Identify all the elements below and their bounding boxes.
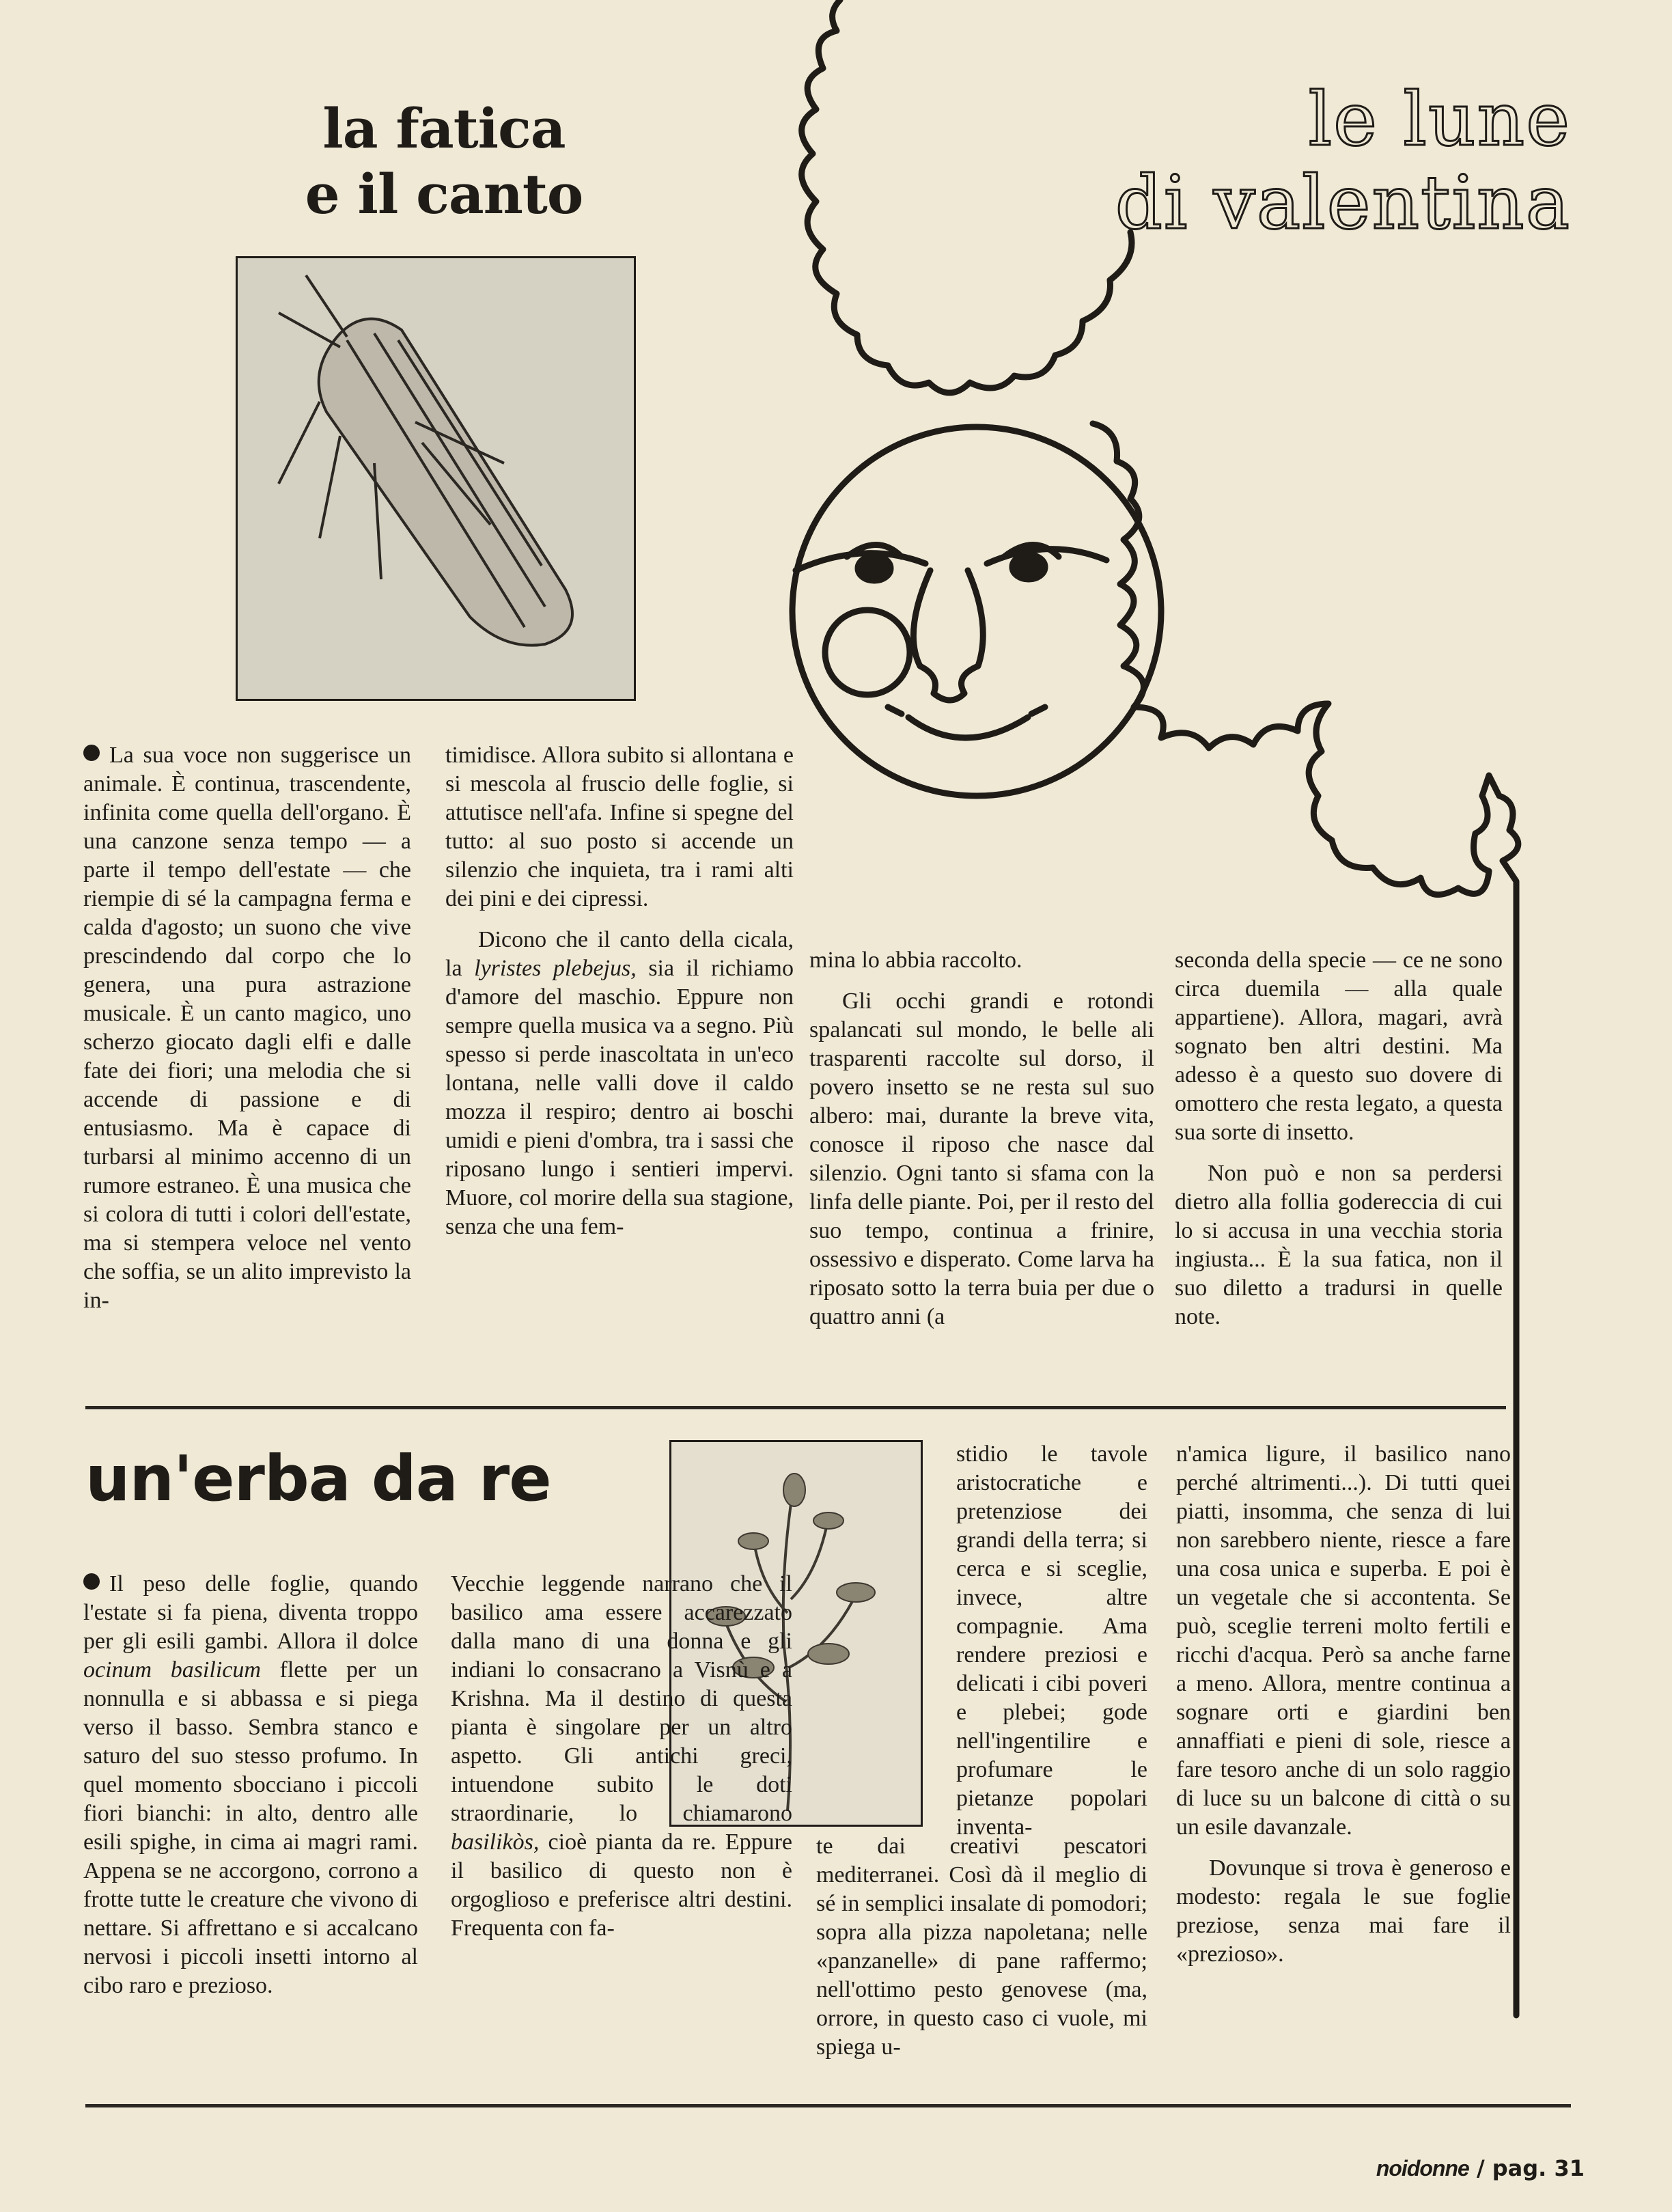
bullet-icon: [83, 745, 100, 761]
cicada-icon: [238, 258, 634, 699]
article1-title: [266, 96, 622, 227]
page-number: pag. 31: [1492, 2155, 1585, 2181]
magazine-name: noidonne: [1376, 2156, 1469, 2181]
column-header: [1079, 79, 1571, 245]
article2-col4-p1: n'amica ligure, il basilico nano perché altrimenti...). Di tutti quei piatti, insomma, che senza di lui non sarebbero niente, riesce a fare una cosa unica e superba. E poi è un vegetale che si accontenta. Se può, sceglie terreni molto fertili e ricchi d'acqua. Però sa anche farne a meno. Allora, mentre continua a sognare orti e giardini ben annaffiati e pieni di sole, riesce a fare tesoro anche di un solo raggio di luce su un balcone di città o su un esile davanzale.: [1176, 1441, 1511, 1840]
page-footer: [1339, 2155, 1585, 2181]
column-header-line1: le lune: [1308, 77, 1571, 163]
article1-col1-paragraph: La sua voce non suggerisce un animale. È continua, trascendente, infinita come quella dell'organo. È una canzone senza tempo — a parte il tempo dell'estate — che riempie di sé la campagna ferma e calda d'agosto; un suono che vive prescindendo dal corpo che lo genera, una pura astrazione musicale. È un canto magico, uno scherzo giocato dagli elfi e dalle fate dei fiori; una melodia che si accende di passione e di entusiasmo. Ma è capace di turbarsi al minimo accenno di un rumore estraneo. È una musica che si colora di tutti i colori dell'estate, ma si stempera veloce nel vento che soffia, se un alito imprevisto la in-: [83, 743, 411, 1313]
article2-column-1: [83, 1570, 418, 2013]
article2-col2-paragraph: Vecchie leggende narrano che il basilico ama essere accarezzato dalla mano di una donna e gli indiani lo consacrano a Visnù e a Krishna. Ma il destino di questa pianta è singolare per un altro aspetto. Gli antichi greci, intuendone subito le doti straordinarie, lo chiamarono basilikòs, cioè pianta da re. Eppure il basilico di questo non è orgoglioso e preferisce altri destini. Frequenta con fa-: [451, 1571, 792, 1941]
article2-col3-bottom: te dai creativi pescatori mediterranei. Così dà il meglio di sé in semplici insalate di pomodori; sopra alla pizza napoletana; nelle «panzanelle» di pane raffermo; nell'ottimo pesto genovese (ma, orrore, in questo caso ci vuole, mi spiega u-: [816, 1834, 1147, 2060]
footer-separator: /: [1476, 2155, 1485, 2181]
bullet-icon: [83, 1573, 100, 1590]
article1-column-3: [809, 946, 1154, 1344]
article1-col2-p1: timidisce. Allora subito si allontana e si mescola al fruscio delle foglie, si attutisce nell'afa. Infine si spegne del tutto: al suo posto si accende un silenzio che inquieta, tra i rami alti dei pini e dei cipressi.: [445, 743, 794, 911]
article2-col1-paragraph: Il peso delle foglie, quando l'estate si fa piena, diventa troppo per gli esili gambi. Allora il dolce ocinum basilicum flette per un nonnulla e si abbassa e si piega verso il basso. Sembra stanco e saturo del suo stesso profumo. In quel momento sbocciano i piccoli fiori bianchi: in alto, dentro alle esili spighe, in cima ai magri rami. Appena se ne accorgono, corrono a frotte tutte le creature che vivono di nettare. Si affrettano e si accalcano nervosi i piccoli insetti intorno al cibo raro e prezioso.: [83, 1571, 418, 1998]
article1-col2-p2: Dicono che il canto della cicala, la lyristes plebejus, sia il richiamo d'amore del maschio. Eppure non sempre quella musica va a segno. Più spesso si perde inascoltata in un'eco lontana, nelle valli dove il caldo mozza il respiro; dentro ai boschi umidi e pieni d'ombra, tra i sassi che riposano lungo i sentieri impervi. Muore, col morire della sua stagione, senza che una fem-: [445, 927, 794, 1239]
article1-col4-p2: Non può e non sa perdersi dietro alla follia godereccia di cui lo si accusa in una vecchia storia ingiusta... È la sua fatica, non il suo diletto a tradursi in quelle note.: [1175, 1161, 1503, 1329]
article1-column-4: [1175, 946, 1503, 1344]
column-header-line2: di valentina: [1115, 161, 1571, 246]
article1-col3-p1: mina lo abbia raccolto.: [809, 948, 1022, 973]
article2-column-2: [451, 1570, 792, 1955]
article1-title-line2: e il canto: [305, 162, 583, 226]
article1-title-line1: la fatica: [322, 96, 566, 161]
article1-column-2: [445, 741, 794, 1254]
bottom-rule: [85, 2104, 1571, 2107]
article2-column-3-top: [956, 1440, 1147, 1854]
cicada-image: [236, 256, 636, 701]
section-divider: [85, 1406, 1506, 1409]
article1-column-1: [83, 741, 411, 1327]
article2-title: un'erba da re: [85, 1442, 551, 1515]
article2-col4-p2: Dovunque si trova è generoso e modesto: regala le sue foglie preziose, senza mai fare il «prezioso».: [1176, 1855, 1511, 1967]
article1-col3-p2: Gli occhi grandi e rotondi spalancati sul mondo, le belle ali trasparenti raccolte sul dorso, il povero insetto se ne resta sul suo albero: mai, durante la breve vita, conosce il riposo che nasce dal silenzio. Ogni tanto si sfama con la linfa delle piante. Poi, per il resto del suo tempo, continua a frinire, ossessivo e disperato. Come larva ha riposato sotto la terra buia per due o quattro anni (a: [809, 989, 1154, 1329]
article2-column-3-bottom: [816, 1832, 1147, 2074]
article2-column-4: [1176, 1440, 1511, 1981]
article1-col4-p1: seconda della specie — ce ne sono circa duemila — alla quale appartiene). Allora, magari, avrà sognato ben altri destini. Ma adesso è a questo suo dovere di omottero che resta legato, a questa sua sorte di insetto.: [1175, 948, 1503, 1145]
article2-col3-top: stidio le tavole aristocratiche e pretenziose dei grandi della terra; si cerca e si sceglie, invece, altre compagnie. Ama rendere preziosi e delicati i cibi poveri e plebei; gode nell'ingentilire e profumare le pietanze popolari inventa-: [956, 1441, 1147, 1840]
